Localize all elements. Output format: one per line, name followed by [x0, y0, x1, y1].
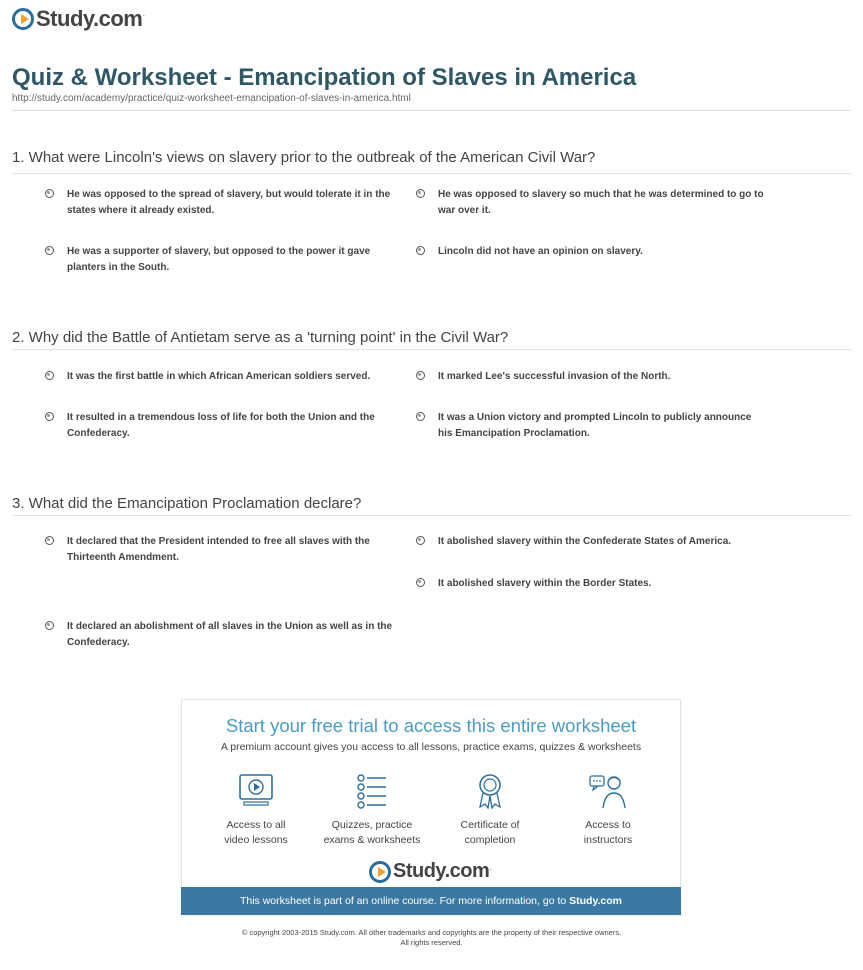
promo-bar-text: This worksheet is part of an online course. For more information, go to: [239, 895, 570, 907]
answer-text: He was opposed to the spread of slavery, but would tolerate it in the states where it already existed.: [67, 189, 391, 216]
answer-option[interactable]: [416, 187, 766, 219]
answer-text: He was opposed to slavery so much that he was determined to go to war over it.: [438, 189, 764, 216]
video-lesson-icon: [236, 772, 276, 810]
feature-line: Access to: [585, 819, 631, 831]
question-2: 2. Why did the Battle of Antietam serve as a 'turning point' in the Civil War?: [12, 329, 509, 346]
question-divider: [12, 349, 851, 350]
question-divider: [12, 515, 851, 516]
quiz-list-icon: [352, 772, 392, 810]
answer-text: It abolished slavery within the Confederate States of America.: [438, 536, 732, 547]
answer-text: It declared that the President intended to free all slaves with the Thirteenth Amendment.: [67, 536, 370, 563]
page-url: http://study.com/academy/practice/quiz-worksheet-emancipation-of-slaves-in-america.html: [12, 93, 411, 104]
free-trial-promo[interactable]: [181, 699, 681, 915]
question-3: 3. What did the Emancipation Proclamation declare?: [12, 495, 362, 512]
answer-text: It marked Lee's successful invasion of the North.: [438, 371, 671, 382]
radio-icon[interactable]: [45, 536, 54, 545]
answer-text: Lincoln did not have an opinion on slavery.: [438, 246, 643, 257]
copyright-footer: [0, 928, 863, 948]
radio-icon[interactable]: [416, 578, 425, 587]
radio-icon[interactable]: [416, 189, 425, 198]
feature-label: [430, 818, 550, 848]
answer-text: It declared an abolishment of all slaves in the Union as well as in the Confederacy.: [67, 621, 393, 648]
radio-icon[interactable]: [416, 536, 425, 545]
radio-icon[interactable]: [416, 412, 425, 421]
play-logo-icon: [12, 8, 34, 30]
radio-icon[interactable]: [45, 189, 54, 198]
promo-title[interactable]: Start your free trial to access this entire worksheet: [225, 715, 637, 736]
logo-text: Study.com: [393, 860, 490, 882]
header-divider: [12, 110, 851, 111]
feature-line: instructors: [583, 834, 633, 846]
feature-line: exams & worksheets: [323, 834, 421, 846]
study-logo-promo[interactable]: [369, 860, 492, 883]
feature-label: [548, 818, 668, 848]
study-logo[interactable]: [12, 6, 145, 32]
certificate-icon: [470, 772, 510, 810]
feature-instructors: [548, 772, 668, 848]
instructor-icon: [588, 772, 628, 810]
answer-option[interactable]: [45, 619, 395, 651]
feature-label: [312, 818, 432, 848]
answer-option[interactable]: [45, 369, 395, 385]
study-link[interactable]: Study.com: [569, 895, 623, 907]
radio-icon[interactable]: [45, 412, 54, 421]
feature-video-lessons: [196, 772, 316, 848]
page-title: Quiz & Worksheet - Emancipation of Slaves in America: [12, 64, 637, 91]
answer-text: He was a supporter of slavery, but opposed to the power it gave planters in the South.: [67, 246, 371, 273]
question-divider: [12, 173, 851, 174]
answer-option[interactable]: [416, 534, 766, 550]
answer-text: It was the first battle in which African American soldiers served.: [67, 371, 371, 382]
radio-icon[interactable]: [416, 371, 425, 380]
logo-tm: ·: [142, 10, 146, 20]
answer-option[interactable]: [416, 244, 766, 260]
logo-text: Study.com: [36, 6, 143, 31]
logo-tm: ·: [489, 864, 493, 874]
feature-line: Quizzes, practice: [331, 819, 413, 831]
answer-text: It resulted in a tremendous loss of life for both the Union and the Confederacy.: [67, 412, 375, 439]
answer-option[interactable]: [45, 534, 395, 566]
promo-info-bar: [181, 887, 681, 915]
answer-option[interactable]: [45, 410, 395, 442]
answer-text: It abolished slavery within the Border States.: [438, 578, 652, 589]
answer-option[interactable]: [416, 410, 766, 442]
answer-option[interactable]: [45, 187, 395, 219]
feature-certificate: [430, 772, 550, 848]
radio-icon[interactable]: [45, 371, 54, 380]
answer-option[interactable]: [416, 576, 766, 592]
feature-line: completion: [464, 834, 516, 846]
answer-text: It was a Union victory and prompted Lincoln to publicly announce his Emancipation Proclamation.: [438, 412, 752, 439]
answer-option[interactable]: [45, 244, 395, 276]
copyright-line: All rights reserved.: [400, 938, 463, 947]
feature-label: [196, 818, 316, 848]
feature-line: Certificate of: [460, 819, 520, 831]
radio-icon[interactable]: [45, 621, 54, 630]
radio-icon[interactable]: [45, 246, 54, 255]
promo-subtitle: A premium account gives you access to all lessons, practice exams, quizzes & worksheets: [220, 741, 642, 753]
copyright-line: © copyright 2003-2015 Study.com. All other trademarks and copyrights are the property of their respective owners.: [241, 928, 622, 937]
play-logo-icon: [369, 861, 391, 883]
answer-option[interactable]: [416, 369, 766, 385]
feature-line: Access to all: [226, 819, 286, 831]
feature-quizzes: [312, 772, 432, 848]
radio-icon[interactable]: [416, 246, 425, 255]
feature-line: video lessons: [224, 834, 288, 846]
question-1: 1. What were Lincoln's views on slavery prior to the outbreak of the American Civil War?: [12, 149, 596, 166]
